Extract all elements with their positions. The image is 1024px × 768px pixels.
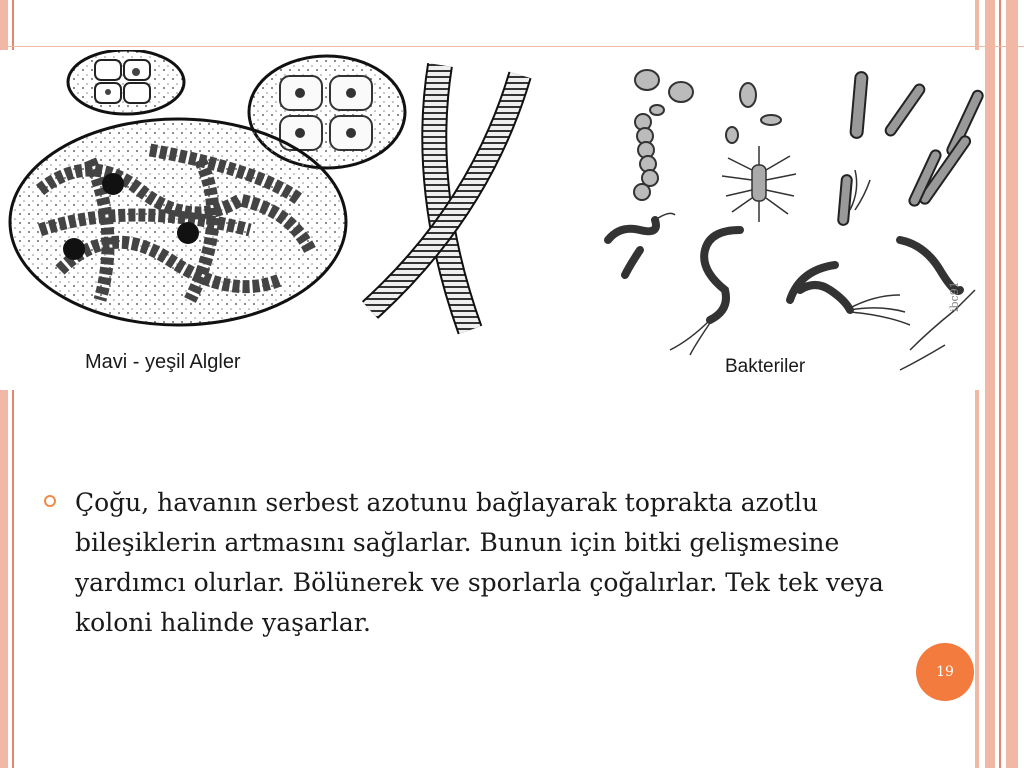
- algae-filament-colony: [10, 119, 346, 325]
- circle-bullet-icon: [44, 495, 56, 507]
- right-border-line: [999, 0, 1001, 768]
- right-border-stripe-3: [1006, 0, 1018, 768]
- microorganism-illustration: [0, 50, 985, 390]
- bacteria-spirilla: [608, 220, 960, 320]
- algae-small-colony: [68, 50, 184, 114]
- left-figure-caption: Mavi - yeşil Algler: [85, 351, 241, 373]
- bacteria-flagellated-rod: [722, 146, 796, 222]
- top-border-line: [0, 46, 1024, 47]
- page-number: 19: [936, 664, 954, 680]
- page-number-badge: [916, 643, 974, 701]
- illustration-drawing: [0, 50, 985, 390]
- right-border-stripe-2: [985, 0, 995, 768]
- bullet-text: Çoğu, havanın serbest azotunu bağlayarak toprakta azotlu bileşiklerin artmasını sağlarlar. Bunun için bitki gelişmesine yardımcı olurlar. Bölünerek ve sporlarla çoğalırlar. Tek tek veya koloni halinde yaşarlar.: [75, 488, 884, 637]
- image-watermark: ibc91: [948, 281, 961, 312]
- right-figure-caption: Bakteriler: [725, 356, 806, 377]
